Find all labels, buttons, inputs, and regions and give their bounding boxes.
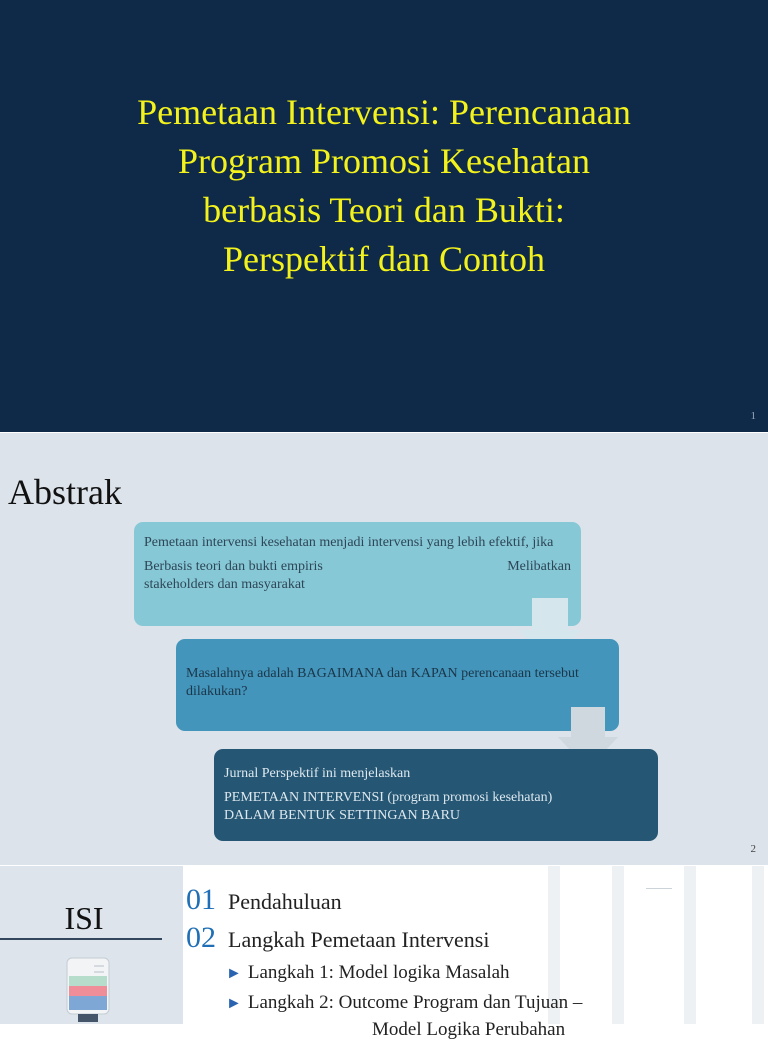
toc-label: Pendahuluan [228, 889, 342, 914]
subitem-label: Langkah 2: Outcome Program dan Tujuan – [247, 992, 583, 1013]
box1-row [144, 558, 571, 576]
isi-title: ISI [64, 900, 104, 936]
title-line-2: Program Promosi Kesehatan [178, 141, 590, 181]
box1-line1: Pemetaan intervensi kesehatan menjadi intervensi yang lebih efektif, jika [144, 535, 554, 550]
slide-1-title [60, 88, 708, 284]
abstract-box-3 [214, 749, 658, 841]
toc-item [186, 882, 656, 918]
isi-panel [0, 866, 183, 1024]
slide-2-title: Abstrak [8, 472, 122, 512]
title-line-1: Pemetaan Intervensi: Perencanaan [137, 92, 631, 132]
toc-subitem [226, 958, 656, 988]
slide-1 [0, 0, 768, 432]
title-line-4: Perspektif dan Contoh [223, 239, 545, 279]
abstract-box-1 [134, 522, 581, 626]
test-tube-icon [64, 956, 112, 1024]
toc-number: 01 [186, 883, 216, 916]
toc-item [186, 920, 656, 956]
box3-line1: Jurnal Perspektif ini menjelaskan [224, 766, 411, 781]
table-of-contents [186, 882, 656, 1042]
isi-underline [0, 938, 162, 940]
triangle-bullet-icon: ► [226, 995, 242, 1012]
slide-number: 1 [750, 410, 756, 422]
title-line-3: berbasis Teori dan Bukti: [203, 190, 565, 230]
box2-text: Masalahnya adalah BAGAIMANA dan KAPAN perencanaan tersebut dilakukan? [186, 666, 579, 699]
subitem-label: Langkah 1: Model logika Masalah [247, 962, 510, 983]
slide-3 [0, 866, 768, 1040]
box1-line3: stakeholders dan masyarakat [144, 577, 305, 592]
box3-line2: PEMETAAN INTERVENSI (program promosi kesehatan) [224, 790, 553, 805]
box3-line3: DALAM BENTUK SETTINGAN BARU [224, 808, 461, 823]
slide-number: 2 [750, 843, 756, 855]
slide-2 [0, 433, 768, 865]
toc-subitem [226, 988, 656, 1018]
subitem-continuation: Model Logika Perubahan [372, 1019, 566, 1040]
decorative-stripe [752, 866, 764, 1024]
triangle-bullet-icon: ► [226, 965, 242, 982]
abstract-box-2 [176, 639, 619, 731]
toc-number: 02 [186, 921, 216, 954]
decorative-stripe [684, 866, 696, 1024]
toc-label: Langkah Pemetaan Intervensi [228, 927, 490, 952]
box1-right-text: Melibatkan [507, 559, 571, 574]
box1-left-text: Berbasis teori dan bukti empiris [144, 559, 323, 574]
